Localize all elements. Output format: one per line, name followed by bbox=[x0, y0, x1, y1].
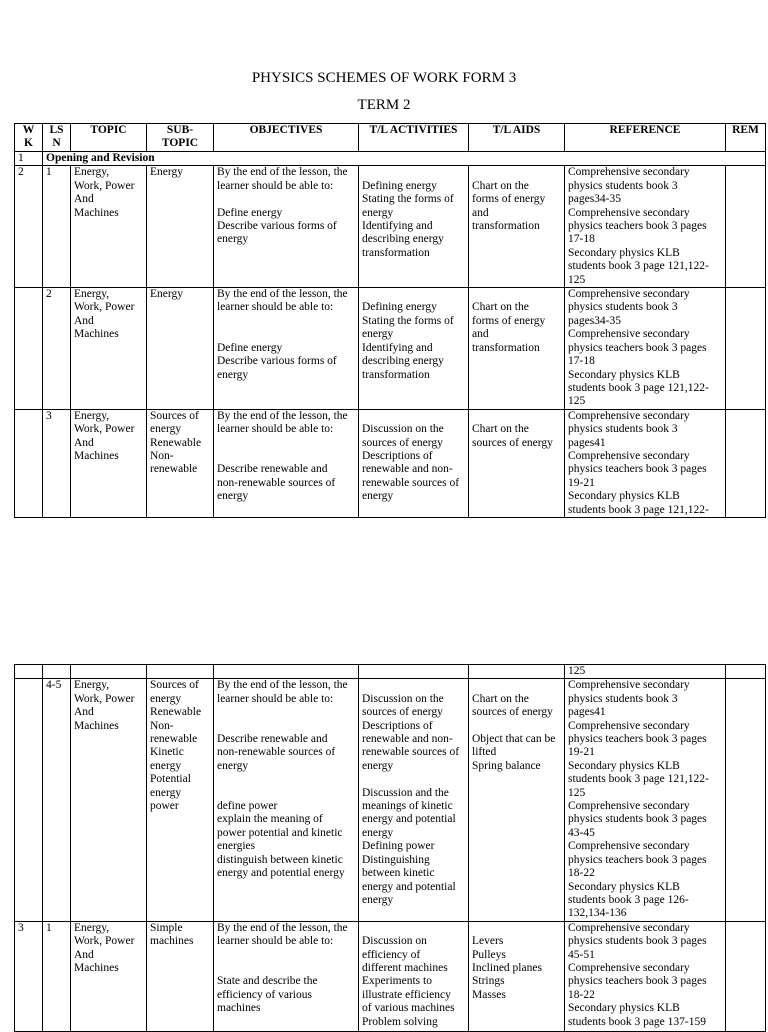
cell-subtopic: Sources of energy Renewable Non- renewable bbox=[147, 409, 214, 517]
cell-activities: Defining energy Stating the forms of energy Identifying and describing energy transformation bbox=[359, 166, 469, 288]
scheme-table-1 bbox=[14, 123, 766, 518]
cell-aids: Levers Pulleys Inclined planes Strings Masses bbox=[469, 921, 565, 1031]
cell-rem bbox=[726, 679, 766, 921]
cell-subtopic: Sources of energy Renewable Non- renewable Kinetic energy Potential energy power bbox=[147, 679, 214, 921]
cell-topic: Energy, Work, Power And Machines bbox=[71, 679, 147, 921]
cell-objectives: By the end of the lesson, the learner should be able to: Describe renewable and non-renewable sources of energy define power explain the meaning of power potential and kinetic energies distinguish between kinetic energy and potential energy bbox=[214, 679, 359, 921]
header-topic: TOPIC bbox=[71, 124, 147, 152]
cell-lsn: 2 bbox=[43, 288, 71, 410]
cell-lsn: 3 bbox=[43, 409, 71, 517]
table-row bbox=[15, 166, 766, 288]
header-wk: W K bbox=[15, 124, 43, 152]
cell-activities: Discussion on the sources of energy Descriptions of renewable and non- renewable sources of energy Discussion and the meanings of kinetic energy and potential energy Defining power Distinguishing between kinetic energy and potential energy bbox=[359, 679, 469, 921]
cell-objectives: By the end of the lesson, the learner should be able to: Define energy Describe various forms of energy bbox=[214, 288, 359, 410]
table-row bbox=[15, 152, 766, 166]
table-row bbox=[15, 679, 766, 921]
cell-activities: Discussion on the sources of energy Descriptions of renewable and non- renewable sources of energy bbox=[359, 409, 469, 517]
header-subtopic: SUB- TOPIC bbox=[147, 124, 214, 152]
cell-reference: Comprehensive secondary physics students book 3 pages34-35 Comprehensive secondary physics teachers book 3 pages 17-18 Secondary physics KLB students book 3 page 121,122- 125 bbox=[565, 288, 726, 410]
cell-lsn: 4-5 bbox=[43, 679, 71, 921]
cell-subtopic: Simple machines bbox=[147, 921, 214, 1031]
cell-activities: Defining energy Stating the forms of energy Identifying and describing energy transformation bbox=[359, 288, 469, 410]
cell-aids: Chart on the sources of energy Object that can be lifted Spring balance bbox=[469, 679, 565, 921]
cell-rem bbox=[726, 166, 766, 288]
cell-objectives: By the end of the lesson, the learner should be able to: Describe renewable and non-renewable sources of energy bbox=[214, 409, 359, 517]
cell-topic: Energy, Work, Power And Machines bbox=[71, 166, 147, 288]
header-reference: REFERENCE bbox=[565, 124, 726, 152]
header-aids: T/L AIDS bbox=[469, 124, 565, 152]
cell-topic: Energy, Work, Power And Machines bbox=[71, 288, 147, 410]
cell-wk: 3 bbox=[15, 921, 43, 1031]
cell-subtopic: Energy bbox=[147, 166, 214, 288]
header-rem: REM bbox=[726, 124, 766, 152]
cell-wk: 1 bbox=[15, 152, 43, 166]
cell-wk bbox=[15, 679, 43, 921]
header-activities: T/L ACTIVITIES bbox=[359, 124, 469, 152]
opening-revision-cell: Opening and Revision bbox=[43, 152, 766, 166]
cell-aids: Chart on the forms of energy and transformation bbox=[469, 288, 565, 410]
cell-subtopic: Energy bbox=[147, 288, 214, 410]
cell-reference: Comprehensive secondary physics students book 3 pages41 Comprehensive secondary physics teachers book 3 pages 19-21 Secondary physics KLB students book 3 page 121,122- 125 Comprehensive secondary physics students book 3 pages 43-45 Comprehensive secondary physics teachers book 3 pages 18-22 Secondary physics KLB students book 3 page 126- 132,134-136 bbox=[565, 679, 726, 921]
cell-reference: Comprehensive secondary physics students book 3 pages 45-51 Comprehensive secondary physics teachers book 3 pages 18-22 Secondary physics KLB students book 3 page 137-159 bbox=[565, 921, 726, 1031]
table-row bbox=[15, 921, 766, 1031]
scheme-table-2 bbox=[14, 664, 766, 1032]
document-title: PHYSICS SCHEMES OF WORK FORM 3 bbox=[251, 70, 517, 86]
cell-wk bbox=[15, 409, 43, 517]
cell-topic: Energy, Work, Power And Machines bbox=[71, 409, 147, 517]
cell-lsn: 1 bbox=[43, 166, 71, 288]
cell-rem bbox=[726, 921, 766, 1031]
cell-wk: 2 bbox=[15, 166, 43, 288]
cell-rem bbox=[726, 409, 766, 517]
table-row bbox=[15, 409, 766, 517]
table-header-row bbox=[15, 124, 766, 152]
header-lsn: LS N bbox=[43, 124, 71, 152]
cell-rem bbox=[726, 288, 766, 410]
cell-activities: Discussion on efficiency of different machines Experiments to illustrate efficiency of various machines Problem solving bbox=[359, 921, 469, 1031]
document-subtitle-term: TERM 2 bbox=[357, 97, 411, 113]
cell-objectives: By the end of the lesson, the learner should be able to: Define energy Describe various forms of energy bbox=[214, 166, 359, 288]
cell-topic: Energy, Work, Power And Machines bbox=[71, 921, 147, 1031]
cell-lsn: 1 bbox=[43, 921, 71, 1031]
header-objectives: OBJECTIVES bbox=[214, 124, 359, 152]
table-row bbox=[15, 665, 766, 679]
table-row bbox=[15, 288, 766, 410]
cell-reference: Comprehensive secondary physics students book 3 pages41 Comprehensive secondary physics teachers book 3 pages 19-21 Secondary physics KLB students book 3 page 121,122- bbox=[565, 409, 726, 517]
cell-reference: 125 bbox=[565, 665, 726, 679]
cell-wk bbox=[15, 288, 43, 410]
cell-objectives: By the end of the lesson, the learner should be able to: State and describe the efficiency of various machines bbox=[214, 921, 359, 1031]
cell-aids: Chart on the sources of energy bbox=[469, 409, 565, 517]
cell-reference: Comprehensive secondary physics students book 3 pages34-35 Comprehensive secondary physics teachers book 3 pages 17-18 Secondary physics KLB students book 3 page 121,122- 125 bbox=[565, 166, 726, 288]
cell-aids: Chart on the forms of energy and transformation bbox=[469, 166, 565, 288]
